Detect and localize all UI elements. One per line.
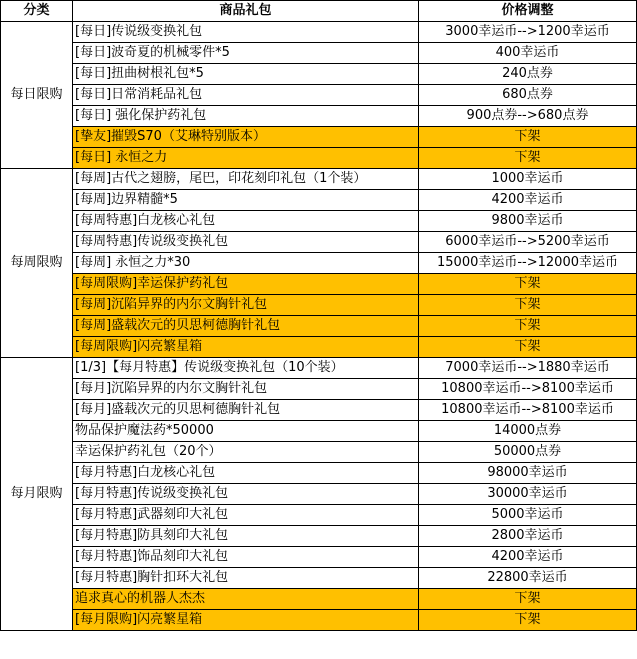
item-name-cell: [每月特惠]饰品刻印大礼包 [73,547,419,568]
price-cell: 680点券 [419,85,637,106]
table-body [1,22,637,631]
item-name-cell: [每月]盛载次元的贝思柯德胸针礼包 [73,400,419,421]
price-cell: 2800幸运币 [419,526,637,547]
price-cell: 400幸运币 [419,43,637,64]
table-row [1,64,637,85]
price-cell: 9800幸运币 [419,211,637,232]
table-row [1,295,637,316]
item-name-cell: [每周] 永恒之力*30 [73,253,419,274]
table-row [1,421,637,442]
price-cell: 3000幸运币-->1200幸运币 [419,22,637,43]
item-name-cell: [每周特惠]传说级变换礼包 [73,232,419,253]
price-cell: 240点券 [419,64,637,85]
item-name-cell: [每月特惠]武器刻印大礼包 [73,505,419,526]
table-row [1,127,637,148]
table-row [1,190,637,211]
delisted-price-cell: 下架 [419,589,637,610]
price-cell: 6000幸运币-->5200幸运币 [419,232,637,253]
item-name-cell: [每周限购]闪亮繁星箱 [73,337,419,358]
category-cell: 每日限购 [1,22,73,169]
table-row [1,358,637,379]
item-name-cell: [每日]传说级变换礼包 [73,22,419,43]
item-name-cell: [每日]波奇夏的机械零件*5 [73,43,419,64]
table-row [1,232,637,253]
item-name-cell: [每月特惠]传说级变换礼包 [73,484,419,505]
item-name-cell: [每周]盛载次元的贝思柯德胸针礼包 [73,316,419,337]
delisted-price-cell: 下架 [419,295,637,316]
item-name-cell: [每周限购]幸运保护药礼包 [73,274,419,295]
item-name-cell: 追求真心的机器人杰杰 [73,589,419,610]
header-category: 分类 [1,1,73,22]
table-row [1,253,637,274]
item-name-cell: 物品保护魔法药*50000 [73,421,419,442]
price-cell: 4200幸运币 [419,547,637,568]
delisted-price-cell: 下架 [419,337,637,358]
delisted-price-cell: 下架 [419,127,637,148]
table-row [1,106,637,127]
item-name-cell: [每月特惠]胸针扣环大礼包 [73,568,419,589]
table-row [1,211,637,232]
category-cell: 每周限购 [1,169,73,358]
table-row [1,400,637,421]
price-cell: 10800幸运币-->8100幸运币 [419,379,637,400]
item-name-cell: [每日] 永恒之力 [73,148,419,169]
table-row [1,148,637,169]
table-row [1,505,637,526]
delisted-price-cell: 下架 [419,148,637,169]
table-row [1,568,637,589]
header-item: 商品礼包 [73,1,419,22]
item-name-cell: [每日] 强化保护药礼包 [73,106,419,127]
item-name-cell: [每日]扭曲树根礼包*5 [73,64,419,85]
item-name-cell: [每日]日常消耗品礼包 [73,85,419,106]
table-row [1,274,637,295]
item-name-cell: 幸运保护药礼包（20个） [73,442,419,463]
price-cell: 10800幸运币-->8100幸运币 [419,400,637,421]
table-row [1,43,637,64]
table-row [1,337,637,358]
item-name-cell: [每周]沉陷异界的内尔文胸针礼包 [73,295,419,316]
table-row [1,547,637,568]
price-cell: 30000幸运币 [419,484,637,505]
delisted-price-cell: 下架 [419,610,637,631]
table-row [1,526,637,547]
table-row [1,610,637,631]
category-cell: 每月限购 [1,358,73,631]
price-cell: 7000幸运币-->1880幸运币 [419,358,637,379]
price-cell: 900点券-->680点券 [419,106,637,127]
delisted-price-cell: 下架 [419,316,637,337]
price-cell: 5000幸运币 [419,505,637,526]
table-row [1,379,637,400]
table-row [1,85,637,106]
header-price: 价格调整 [419,1,637,22]
header-row [1,1,637,22]
item-name-cell: [每周]边界精髓*5 [73,190,419,211]
price-cell: 15000幸运币-->12000幸运币 [419,253,637,274]
item-name-cell: [每周]古代之翅膀，尾巴，印花刻印礼包（1个装） [73,169,419,190]
price-cell: 14000点券 [419,421,637,442]
price-cell: 4200幸运币 [419,190,637,211]
item-name-cell: [每月限购]闪亮繁星箱 [73,610,419,631]
table-row [1,22,637,43]
delisted-price-cell: 下架 [419,274,637,295]
price-cell: 22800幸运币 [419,568,637,589]
table-row [1,589,637,610]
table-row [1,169,637,190]
price-cell: 50000点券 [419,442,637,463]
item-name-cell: [每月]沉陷异界的内尔文胸针礼包 [73,379,419,400]
item-name-cell: [每月特惠]白龙核心礼包 [73,463,419,484]
table-row [1,316,637,337]
table-row [1,484,637,505]
item-name-cell: [挚友]摧毁S70（艾琳特别版本） [73,127,419,148]
price-cell: 1000幸运币 [419,169,637,190]
item-name-cell: [1/3]【每月特惠】传说级变换礼包（10个装） [73,358,419,379]
table-row [1,442,637,463]
table-row [1,463,637,484]
item-name-cell: [每周特惠]白龙核心礼包 [73,211,419,232]
item-name-cell: [每月特惠]防具刻印大礼包 [73,526,419,547]
price-cell: 98000幸运币 [419,463,637,484]
